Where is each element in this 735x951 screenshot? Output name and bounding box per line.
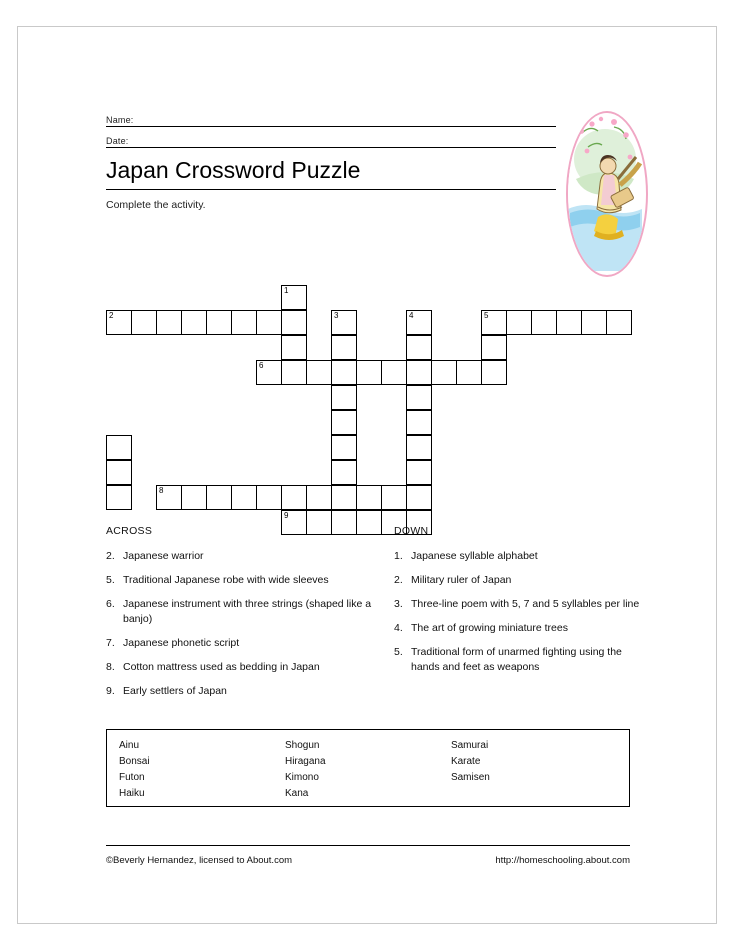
grid-cell[interactable] bbox=[606, 310, 632, 335]
grid-cell[interactable] bbox=[281, 485, 307, 510]
clue-number: 2. bbox=[106, 550, 115, 562]
clue-number: 6. bbox=[106, 598, 115, 610]
grid-cell[interactable] bbox=[106, 435, 132, 460]
clue-number: 5. bbox=[106, 574, 115, 586]
cell-number: 2 bbox=[109, 311, 114, 320]
clue-number: 3. bbox=[394, 598, 403, 610]
clue-number: 8. bbox=[106, 661, 115, 673]
down-clue-list bbox=[394, 549, 649, 675]
grid-cell[interactable] bbox=[481, 310, 507, 335]
crossword-grid[interactable] bbox=[106, 285, 651, 520]
grid-cell[interactable] bbox=[306, 485, 332, 510]
word-bank-word: Samisen bbox=[450, 772, 490, 783]
down-column bbox=[394, 525, 649, 684]
grid-cell[interactable] bbox=[231, 485, 257, 510]
across-clue bbox=[106, 597, 376, 627]
grid-cell[interactable] bbox=[381, 485, 407, 510]
grid-cell[interactable] bbox=[331, 310, 357, 335]
grid-cell[interactable] bbox=[131, 310, 157, 335]
cell-number: 8 bbox=[159, 486, 164, 495]
word-bank-column bbox=[119, 738, 285, 802]
grid-cell[interactable] bbox=[506, 310, 532, 335]
cell-number: 9 bbox=[284, 511, 289, 520]
grid-cell[interactable] bbox=[206, 485, 232, 510]
grid-cell[interactable] bbox=[256, 360, 282, 385]
clue-number: 1. bbox=[394, 550, 403, 562]
grid-cell[interactable] bbox=[331, 335, 357, 360]
grid-cell[interactable] bbox=[331, 410, 357, 435]
grid-cell[interactable] bbox=[406, 360, 432, 385]
grid-cell[interactable] bbox=[331, 485, 357, 510]
grid-cell[interactable] bbox=[106, 310, 132, 335]
word-bank bbox=[106, 729, 630, 807]
clue-number: 2. bbox=[394, 574, 403, 586]
grid-cell[interactable] bbox=[406, 410, 432, 435]
source-url[interactable]: http://homeschooling.about.com bbox=[495, 855, 630, 866]
clue-number: 5. bbox=[394, 646, 403, 658]
clue-text: Japanese syllable alphabet bbox=[411, 550, 538, 562]
clue-text: Traditional form of unarmed fighting using the hands and feet as weapons bbox=[411, 646, 622, 673]
clue-text: Japanese instrument with three strings (shaped like a banjo) bbox=[123, 598, 372, 625]
clues-section bbox=[106, 525, 646, 705]
page-title: Japan Crossword Puzzle bbox=[106, 157, 556, 190]
down-clue bbox=[394, 621, 649, 636]
clue-text: Military ruler of Japan bbox=[411, 574, 512, 586]
word-bank-column bbox=[285, 738, 451, 802]
clue-number: 9. bbox=[106, 685, 115, 697]
grid-cell[interactable] bbox=[331, 360, 357, 385]
grid-cell[interactable] bbox=[256, 485, 282, 510]
word-bank-word: Kimono bbox=[284, 772, 319, 783]
grid-cell[interactable] bbox=[431, 360, 457, 385]
word-bank-word: Ainu bbox=[119, 740, 140, 751]
word-bank-word: Shogun bbox=[284, 740, 320, 751]
grid-cell[interactable] bbox=[281, 335, 307, 360]
down-heading: DOWN bbox=[394, 525, 429, 537]
clue-text: Cotton mattress used as bedding in Japan bbox=[123, 661, 320, 673]
grid-cell[interactable] bbox=[181, 485, 207, 510]
across-clue bbox=[106, 573, 376, 588]
japanese-musician-illustration bbox=[566, 111, 648, 277]
copyright-text: ©Beverly Hernandez, licensed to About.com bbox=[106, 855, 293, 866]
word-bank-word: Futon bbox=[119, 772, 145, 783]
word-bank-word: Samurai bbox=[450, 740, 489, 751]
name-field-label[interactable]: Name: bbox=[106, 115, 556, 127]
cell-number: 3 bbox=[334, 311, 339, 320]
grid-cell[interactable] bbox=[331, 460, 357, 485]
down-clue bbox=[394, 573, 649, 588]
grid-cell[interactable] bbox=[406, 335, 432, 360]
grid-cell[interactable] bbox=[256, 310, 282, 335]
grid-cell[interactable] bbox=[356, 360, 382, 385]
across-clue bbox=[106, 636, 376, 651]
clue-text: Japanese phonetic script bbox=[123, 637, 240, 649]
grid-cell[interactable] bbox=[156, 310, 182, 335]
worksheet-content bbox=[86, 85, 656, 875]
grid-cell[interactable] bbox=[181, 310, 207, 335]
grid-cell[interactable] bbox=[481, 335, 507, 360]
down-clue bbox=[394, 549, 649, 564]
grid-cell[interactable] bbox=[406, 310, 432, 335]
illustration-svg bbox=[568, 113, 642, 271]
grid-cell[interactable] bbox=[356, 485, 382, 510]
clue-number: 7. bbox=[106, 637, 115, 649]
down-clue bbox=[394, 645, 649, 675]
cell-number: 1 bbox=[284, 286, 289, 295]
across-heading: ACROSS bbox=[106, 525, 153, 537]
across-clue-list bbox=[106, 549, 376, 699]
across-clue bbox=[106, 660, 376, 675]
grid-cell[interactable] bbox=[406, 385, 432, 410]
clue-text: Traditional Japanese robe with wide sleeves bbox=[123, 574, 329, 586]
across-clue bbox=[106, 684, 376, 699]
grid-cell[interactable] bbox=[206, 310, 232, 335]
grid-cell[interactable] bbox=[306, 360, 332, 385]
word-bank-column bbox=[451, 738, 617, 802]
grid-cell[interactable] bbox=[281, 360, 307, 385]
grid-cell[interactable] bbox=[331, 385, 357, 410]
grid-cell[interactable] bbox=[231, 310, 257, 335]
clue-text: Early settlers of Japan bbox=[123, 685, 227, 697]
instructions-text: Complete the activity. bbox=[106, 199, 206, 211]
clue-text: Japanese warrior bbox=[123, 550, 204, 562]
down-clue bbox=[394, 597, 649, 612]
grid-cell[interactable] bbox=[531, 310, 557, 335]
across-column bbox=[106, 525, 376, 708]
cell-number: 4 bbox=[409, 311, 414, 320]
cell-number: 5 bbox=[484, 311, 489, 320]
grid-cell[interactable] bbox=[406, 460, 432, 485]
grid-cell[interactable] bbox=[156, 485, 182, 510]
grid-cell[interactable] bbox=[331, 435, 357, 460]
grid-cell[interactable] bbox=[556, 310, 582, 335]
date-field-label[interactable]: Date: bbox=[106, 136, 556, 148]
word-bank-word: Karate bbox=[450, 756, 481, 767]
grid-cell[interactable] bbox=[281, 310, 307, 335]
grid-cell[interactable] bbox=[281, 285, 307, 310]
grid-cell[interactable] bbox=[406, 485, 432, 510]
grid-cell[interactable] bbox=[106, 460, 132, 485]
grid-cell[interactable] bbox=[381, 360, 407, 385]
worksheet-page bbox=[17, 26, 717, 924]
clue-text: Three-line poem with 5, 7 and 5 syllables per line bbox=[411, 598, 640, 610]
grid-cell[interactable] bbox=[581, 310, 607, 335]
across-clue bbox=[106, 549, 376, 564]
grid-cell[interactable] bbox=[106, 485, 132, 510]
grid-cell[interactable] bbox=[406, 435, 432, 460]
cell-number: 6 bbox=[259, 361, 264, 370]
clue-text: The art of growing miniature trees bbox=[411, 622, 568, 634]
word-bank-word: Kana bbox=[284, 788, 309, 799]
footer-divider bbox=[106, 845, 630, 846]
word-bank-columns bbox=[119, 738, 617, 802]
word-bank-word: Haiku bbox=[119, 788, 145, 799]
grid-cell[interactable] bbox=[481, 360, 507, 385]
word-bank-word: Hiragana bbox=[284, 756, 326, 767]
word-bank-word: Bonsai bbox=[119, 756, 150, 767]
footer bbox=[106, 855, 630, 866]
clue-number: 4. bbox=[394, 622, 403, 634]
grid-cell[interactable] bbox=[456, 360, 482, 385]
